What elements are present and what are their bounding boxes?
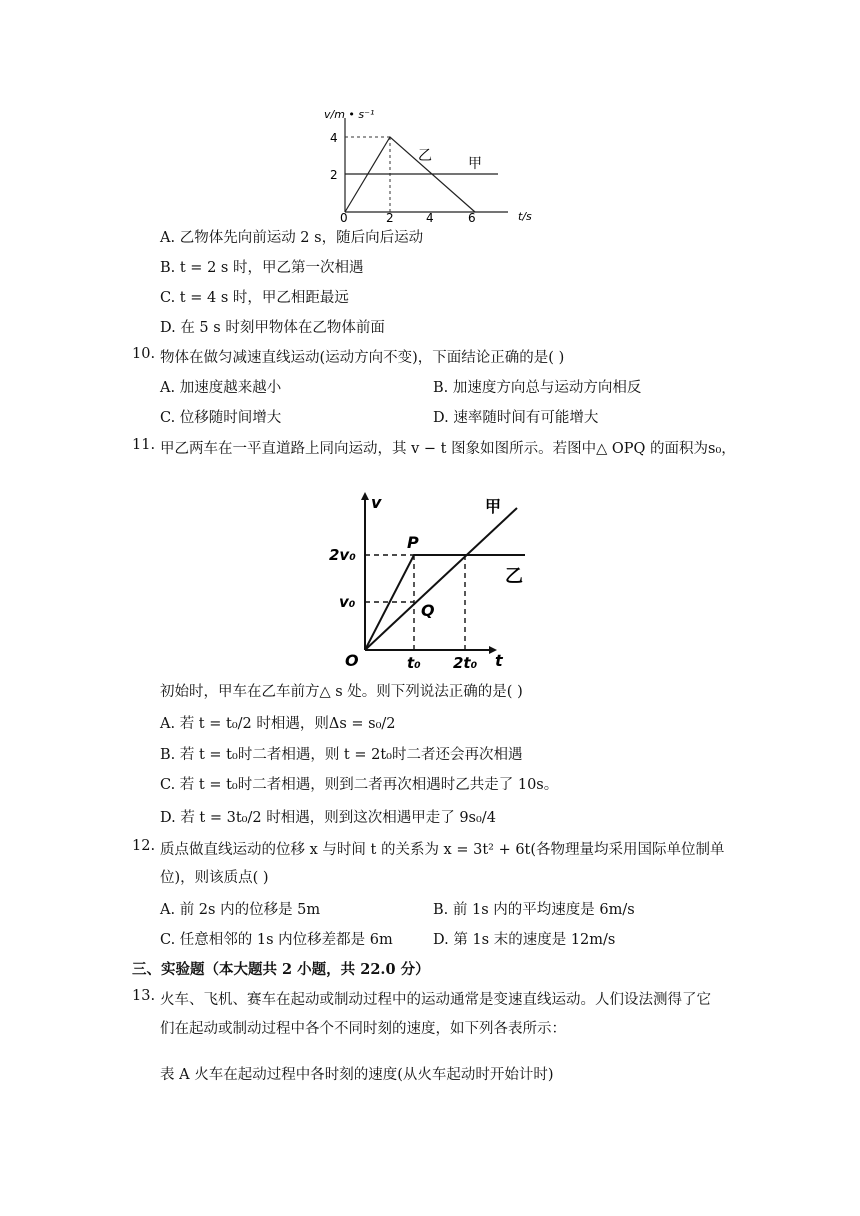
q13-stem-continued: 们在起动或制动过程中各个不同时刻的速度，如下列各表所示：	[160, 1021, 566, 1037]
fig1-xtick-0: 0	[340, 211, 348, 224]
q12-number: 12.	[132, 838, 156, 854]
q13-table-caption: 表 A 火车在起动过程中各时刻的速度(从火车起动时开始计时)	[160, 1067, 554, 1083]
q11-option-b[interactable]: B. 若 t = t₀时二者相遇，则 t = 2t₀时二者还会再次相遇	[160, 747, 523, 763]
q11-option-a[interactable]: A. 若 t = t₀/2 时相遇，则Δs = s₀/2	[160, 716, 396, 732]
section-3-heading: 三、实验题（本大题共 2 小题，共 22.0 分）	[132, 961, 430, 978]
q9-option-c[interactable]: C. t = 4 s 时，甲乙相距最远	[160, 290, 349, 306]
fig2-o-label: O	[345, 651, 359, 670]
q9-option-a[interactable]: A. 乙物体先向前运动 2 s，随后向后运动	[160, 230, 424, 246]
q9-option-b[interactable]: B. t = 2 s 时，甲乙第一次相遇	[160, 260, 364, 276]
q10-option-c[interactable]: C. 位移随时间增大	[160, 410, 282, 426]
fig2-t-label: t	[495, 651, 503, 670]
q12-option-a[interactable]: A. 前 2s 内的位移是 5m	[160, 902, 321, 918]
q13-number: 13.	[132, 988, 156, 1004]
q11-number: 11.	[132, 437, 156, 453]
fig2-label-jia: 甲	[485, 497, 502, 516]
fig1-label-jia: 甲	[468, 156, 482, 172]
fig2-v-label: v	[371, 493, 382, 512]
q10-option-a[interactable]: A. 加速度越来越小	[160, 380, 282, 396]
fig2-label-yi: 乙	[505, 566, 523, 587]
figure-1-vt-graph	[318, 98, 544, 224]
fig2-y-v0: v₀	[339, 593, 356, 611]
fig1-ytick-4: 4	[330, 131, 338, 145]
fig2-y-2v0: 2v₀	[329, 546, 356, 564]
q10-option-d[interactable]: D. 速率随时间有可能增大	[433, 410, 599, 426]
q11-option-d[interactable]: D. 若 t = 3t₀/2 时相遇，则到这次相遇甲走了 9s₀/4	[160, 810, 496, 826]
q12-stem-continued: 位)，则该质点( )	[160, 870, 269, 886]
q10-stem: 物体在做匀减速直线运动(运动方向不变)，下面结论正确的是( )	[160, 350, 565, 366]
fig1-ytick-2: 2	[330, 168, 338, 182]
fig1-y-label: v/m • s⁻¹	[324, 108, 375, 121]
q13-stem: 火车、飞机、赛车在起动或制动过程中的运动通常是变速直线运动。人们设法测得了它	[160, 992, 711, 1008]
q12-option-d[interactable]: D. 第 1s 末的速度是 12m/s	[433, 932, 616, 948]
fig1-xtick-2: 2	[386, 211, 394, 224]
figure-2-vt-graph	[325, 490, 530, 672]
fig1-xtick-4: 4	[426, 211, 434, 224]
q12-option-b[interactable]: B. 前 1s 内的平均速度是 6m/s	[433, 902, 635, 918]
fig1-x-label: t/s	[518, 210, 532, 223]
q11-stem: 甲乙两车在一平直道路上同向运动，其 v − t 图象如图所示。若图中△ OPQ 的面积为s₀，	[160, 441, 736, 457]
q10-number: 10.	[132, 346, 156, 362]
q11-option-c[interactable]: C. 若 t = t₀时二者相遇，则到二者再次相遇时乙共走了 10s。	[160, 777, 559, 793]
fig2-x-t0: t₀	[407, 654, 421, 672]
fig2-p-label: P	[407, 533, 419, 552]
q12-option-c[interactable]: C. 任意相邻的 1s 内位移差都是 6m	[160, 932, 393, 948]
fig2-jia-line	[365, 508, 517, 650]
q11-stem-continued: 初始时，甲车在乙车前方△ s 处。则下列说法正确的是( )	[160, 684, 523, 700]
q12-stem: 质点做直线运动的位移 x 与时间 t 的关系为 x = 3t² + 6t(各物理量均采用国际单位制单	[160, 842, 725, 858]
fig2-q-label: Q	[421, 601, 435, 620]
fig1-label-yi: 乙	[418, 148, 432, 164]
q10-option-b[interactable]: B. 加速度方向总与运动方向相反	[433, 380, 642, 396]
fig2-x-2t0: 2t₀	[453, 654, 478, 672]
q9-option-d[interactable]: D. 在 5 s 时刻甲物体在乙物体前面	[160, 320, 385, 336]
fig2-yi-line	[365, 555, 525, 650]
fig1-xtick-6: 6	[468, 211, 476, 224]
